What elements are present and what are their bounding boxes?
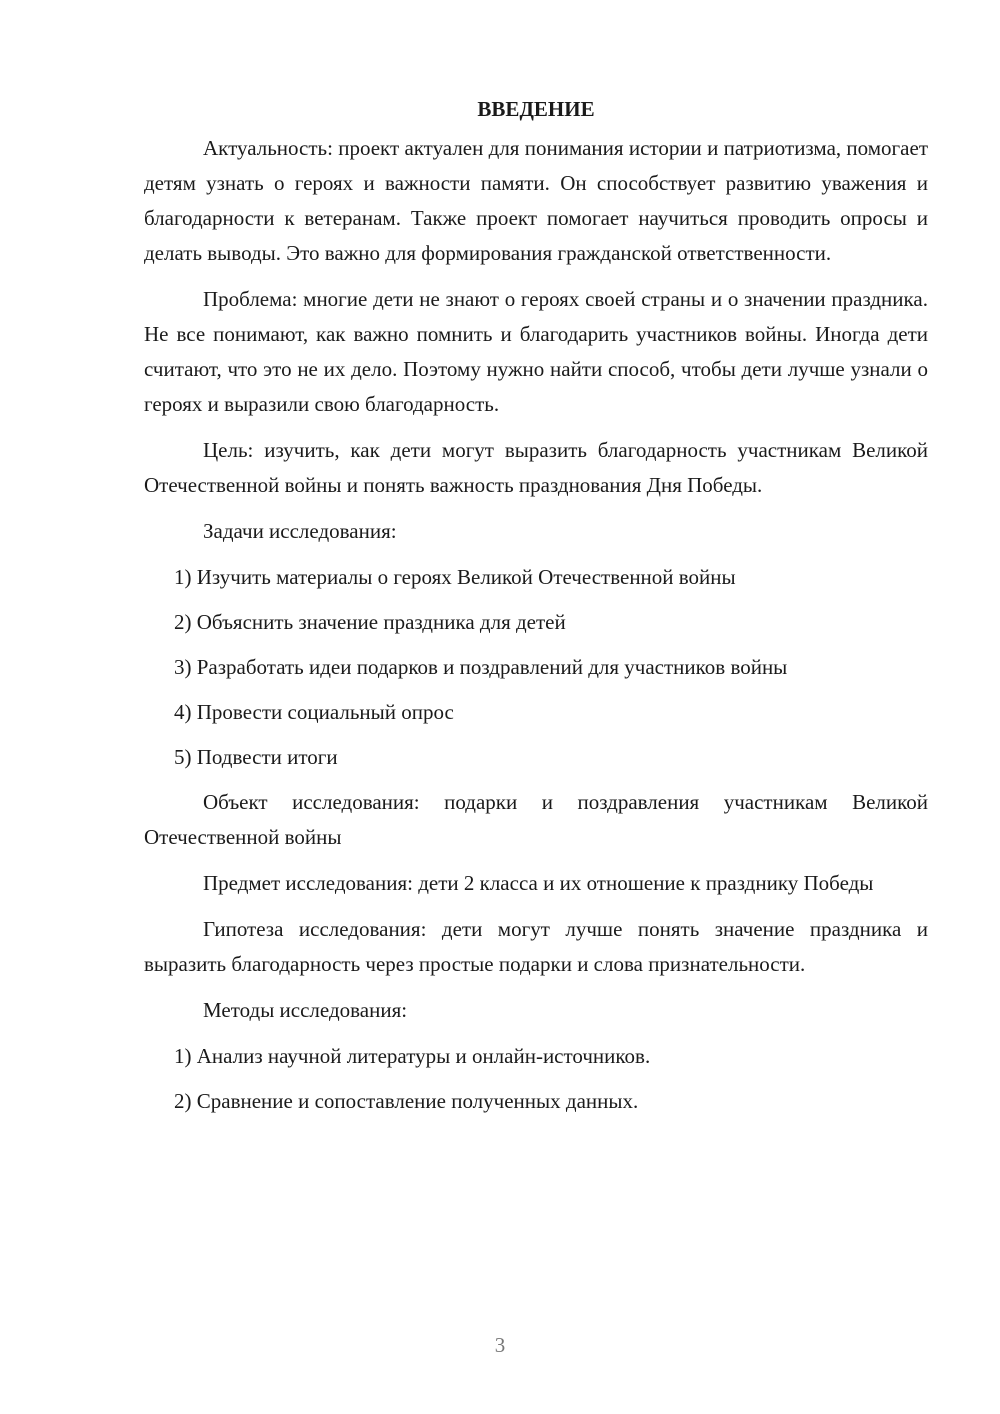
method-item: 1) Анализ научной литературы и онлайн-источников. [174,1044,651,1068]
task-item: 3) Разработать идеи подарков и поздравлений для участников войны [174,655,788,679]
task-item: 4) Провести социальный опрос [174,700,454,724]
problem-paragraph: Проблема: многие дети не знают о героях своей страны и о значении праздника. Не все понимают, как важно помнить и благодарить участников войны. Иногда дети считают, что это не их дело. Поэтому нужно найти способ, чтобы дети лучше узнали о героях и выразили свою благодарность. [144,287,928,416]
hypothesis-paragraph: Гипотеза исследования: дети могут лучше понять значение праздника и выразить благодарность через простые подарки и слова признательности. [144,917,928,976]
methods-list [144,1039,928,1119]
goal-paragraph: Цель: изучить, как дети могут выразить благодарность участникам Великой Отечественной войны и понять важность празднования Дня Победы. [144,438,928,497]
task-item: 2) Объяснить значение праздника для детей [174,610,566,634]
object-paragraph: Объект исследования: подарки и поздравления участникам Великой Отечественной войны [144,790,928,849]
subject-paragraph: Предмет исследования: дети 2 класса и их отношение к празднику Победы [203,871,874,895]
task-item: 1) Изучить материалы о героях Великой Отечественной войны [174,565,736,589]
tasks-list [144,560,928,775]
task-item: 5) Подвести итоги [174,745,338,769]
relevance-paragraph: Актуальность: проект актуален для понимания истории и патриотизма, помогает детям узнать о героях и важности памяти. Он способствует развитию уважения и благодарности к ветеранам. Также проект помогает научиться проводить опросы и делать выводы. Это важно для формирования гражданской ответственности. [144,136,928,265]
methods-label: Методы исследования: [203,998,408,1022]
page-number: 3 [494,1333,506,1357]
tasks-label: Задачи исследования: [203,519,397,543]
document-page [144,92,928,1129]
section-title: ВВЕДЕНИЕ [477,97,595,121]
method-item: 2) Сравнение и сопоставление полученных данных. [174,1089,639,1113]
